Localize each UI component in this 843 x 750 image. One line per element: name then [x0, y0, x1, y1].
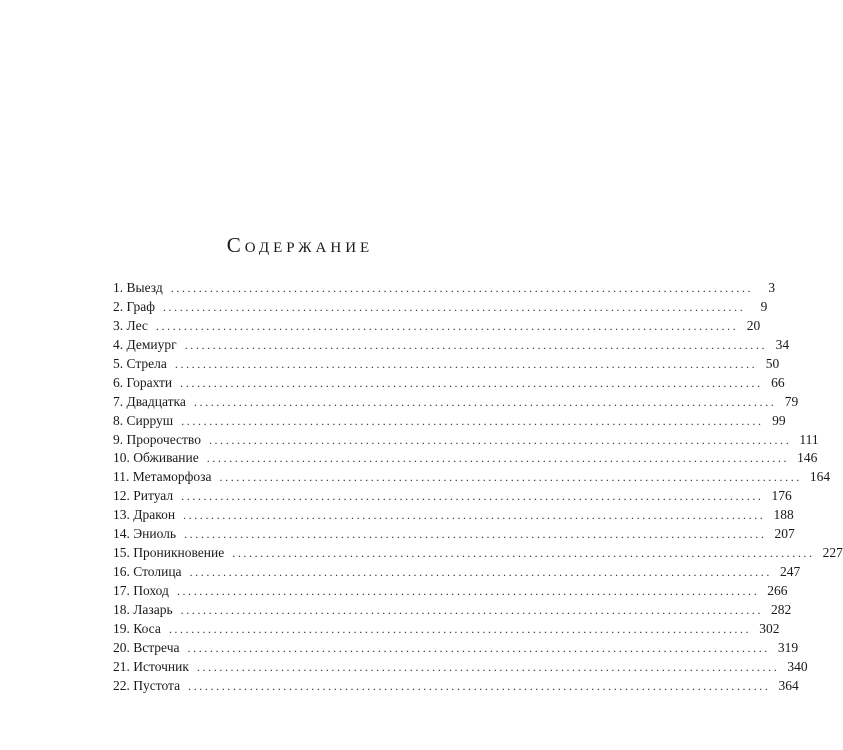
dot-leader: ........................................................................................................: [188, 678, 771, 693]
toc-entry: [113, 449, 818, 468]
toc-entry-label: 18. Лазарь: [113, 601, 173, 617]
toc-entry-label: 13. Дракон: [113, 507, 176, 523]
toc-entry: [113, 677, 799, 696]
toc-entry-label: 2. Граф: [113, 298, 155, 314]
dot-leader: ........................................................................................................: [170, 281, 754, 295]
toc-entry-page: 247: [779, 564, 801, 580]
dot-leader: ........................................................................................................: [184, 337, 768, 352]
dot-leader: ........................................................................................................: [168, 621, 752, 636]
toc-entry: [113, 582, 788, 601]
toc-entry-label: 16. Столица: [113, 564, 182, 580]
toc-entry-page: 227: [822, 545, 843, 561]
toc-entry-label: 17. Поход: [113, 583, 169, 598]
dot-leader: ........................................................................................................: [196, 659, 780, 674]
toc-entry-page: 282: [771, 601, 792, 617]
dot-leader: ........................................................................................................: [180, 375, 763, 390]
toc-entry-label: 10. Обживание: [113, 450, 199, 466]
toc-entry: [113, 336, 790, 355]
toc-entry-label: 4. Демиург: [113, 336, 177, 352]
toc-entry-page: 176: [771, 488, 792, 504]
dot-leader: ........................................................................................................: [176, 584, 760, 598]
toc-entry: [113, 544, 843, 563]
toc-entry: [113, 525, 795, 544]
toc-entry: [113, 601, 792, 620]
dot-leader: ........................................................................................................: [206, 451, 790, 466]
toc-entry-label: 7. Двадцатка: [113, 393, 186, 409]
toc-entry-page: 99: [772, 412, 786, 428]
dot-leader: ........................................................................................................: [208, 432, 792, 447]
toc-entry-page: 50: [765, 355, 780, 371]
toc-entry-label: 1. Выезд: [113, 280, 163, 295]
dot-leader: ........................................................................................................: [162, 299, 746, 314]
toc-entry-label: 3. Лес: [113, 317, 148, 333]
toc-entry-page: 319: [777, 639, 799, 655]
dot-leader: ........................................................................................................: [219, 470, 802, 485]
dot-leader: ........................................................................................................: [187, 640, 770, 655]
toc-entry-page: 34: [775, 336, 790, 352]
toc-entry: [113, 639, 799, 658]
dot-leader: ........................................................................................................: [189, 565, 772, 580]
dot-leader: ........................................................................................................: [193, 394, 777, 409]
dot-leader: ........................................................................................................: [181, 489, 764, 504]
toc-entry-page: 364: [778, 677, 799, 693]
toc-entry-page: 20: [746, 317, 761, 333]
toc-entry: [113, 658, 808, 677]
toc-entry-page: 340: [787, 658, 808, 674]
toc-entry-page: 207: [774, 526, 795, 542]
toc-entry-label: 9. Пророчество: [113, 431, 201, 447]
toc-entry-label: 19. Коса: [113, 620, 161, 636]
toc-entry: [113, 374, 785, 393]
toc-entry: [113, 393, 799, 412]
toc-entry-page: 3: [768, 280, 776, 295]
dot-leader: ........................................................................................................: [183, 508, 766, 523]
toc-entry: [113, 620, 780, 639]
toc-entry-page: 188: [773, 507, 794, 523]
dot-leader: ........................................................................................................: [174, 356, 758, 371]
toc-entry: [113, 412, 786, 431]
page-title: Содержание: [226, 233, 374, 257]
toc-entry-label: 14. Эниоль: [113, 526, 177, 542]
toc-entry-page: 79: [784, 393, 799, 409]
dot-leader: ........................................................................................................: [180, 602, 764, 617]
toc-entry-page: 302: [759, 620, 780, 636]
dot-leader: ........................................................................................................: [155, 318, 739, 333]
toc-entry: [113, 431, 819, 450]
dot-leader: ........................................................................................................: [232, 546, 815, 561]
toc-entry-label: 22. Пустота: [113, 677, 181, 693]
toc-entry: [113, 487, 792, 506]
table-of-contents: [113, 279, 843, 696]
toc-entry-page: 66: [771, 374, 785, 390]
toc-entry-page: 111: [799, 431, 819, 447]
toc-entry: [113, 355, 780, 374]
dot-leader: ........................................................................................................: [181, 413, 764, 428]
toc-entry-label: 11. Метаморфоза: [113, 469, 212, 485]
toc-entry-page: 164: [809, 469, 831, 485]
dot-leader: ........................................................................................................: [184, 527, 767, 542]
toc-entry-label: 15. Проникновение: [113, 545, 225, 561]
toc-entry-label: 6. Горахти: [113, 374, 173, 390]
toc-entry: [113, 563, 801, 582]
toc-entry-page: 266: [767, 583, 788, 598]
toc-entry: [113, 317, 761, 336]
toc-entry-label: 8. Сирруш: [113, 412, 174, 428]
toc-entry-page: 146: [797, 450, 818, 466]
toc-entry: [113, 298, 768, 317]
toc-entry-label: 12. Ритуал: [113, 488, 174, 504]
toc-entry: [113, 506, 794, 525]
toc-entry: [113, 468, 831, 487]
toc-entry-page: 9: [760, 298, 768, 314]
toc-entry: [113, 279, 776, 298]
toc-entry-label: 5. Стрела: [113, 355, 167, 371]
toc-entry-label: 20. Встреча: [113, 639, 180, 655]
toc-entry-label: 21. Источник: [113, 658, 189, 674]
